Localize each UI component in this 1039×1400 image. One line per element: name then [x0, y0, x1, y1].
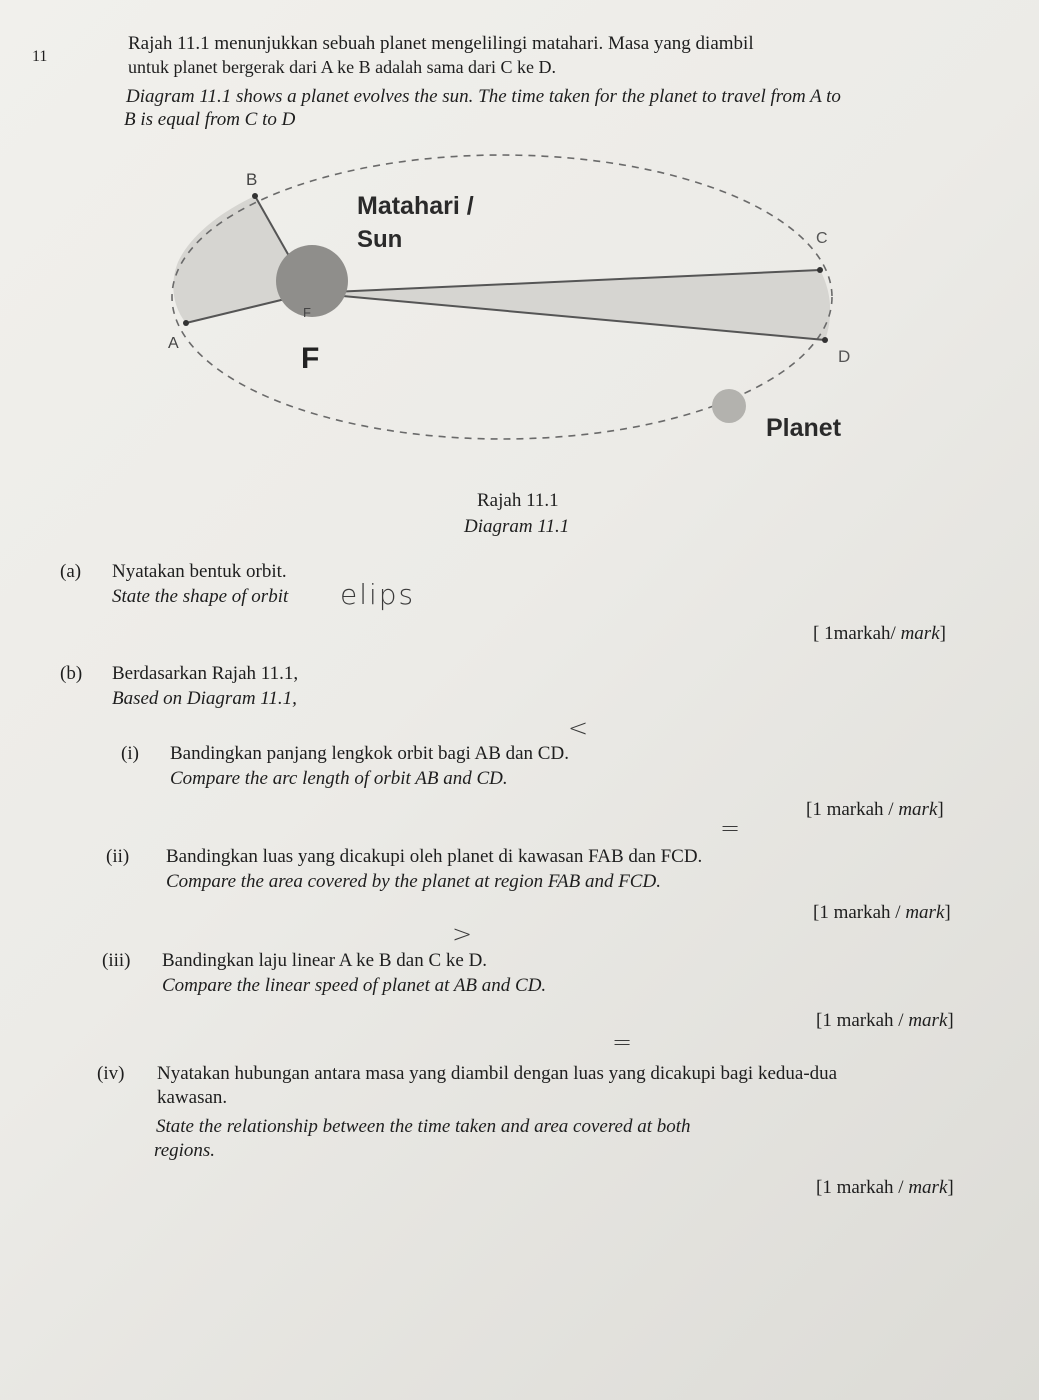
- intro-en-line2: B is equal from C to D: [124, 109, 296, 130]
- label-f-small: F: [303, 305, 311, 320]
- point-b: [252, 193, 258, 199]
- part-b-ii-label: (ii): [106, 846, 130, 867]
- part-b-i-marks: [1 markah / mark]: [806, 799, 944, 820]
- label-sun-en: Sun: [357, 226, 403, 253]
- label-planet: Planet: [766, 414, 842, 442]
- part-b-iii-en: Compare the linear speed of planet at AB and CD.: [162, 975, 547, 996]
- part-b-ii-ms: Bandingkan luas yang dicakupi oleh planet di kawasan FAB dan FCD.: [166, 846, 703, 867]
- label-sun-ms: Matahari /: [357, 192, 474, 220]
- part-b-iv-en-line1: State the relationship between the time taken and area covered at both: [156, 1116, 691, 1137]
- part-b-iv-answer: =: [612, 1028, 633, 1056]
- sun: [276, 245, 348, 317]
- label-a: A: [168, 335, 179, 352]
- point-a: [183, 320, 189, 326]
- part-b-iv-marks: [1 markah / mark]: [816, 1177, 954, 1198]
- orbit-diagram: [0, 0, 1039, 560]
- question-number: 11: [32, 48, 48, 65]
- point-d: [822, 337, 828, 343]
- caption-en: Diagram 11.1: [464, 516, 570, 537]
- part-b-iv-ms-line1: Nyatakan hubungan antara masa yang diambil dengan luas yang dicakupi bagi kedua-dua: [157, 1063, 838, 1084]
- label-f-big: F: [301, 342, 320, 375]
- part-b-iv-label: (iv): [97, 1063, 125, 1084]
- part-b-iv-en-line2: regions.: [154, 1140, 216, 1161]
- intro-ms-line2: untuk planet bergerak dari A ke B adalah sama dari C ke D.: [128, 57, 557, 77]
- part-b-ii-marks: [1 markah / mark]: [813, 902, 951, 923]
- planet: [712, 389, 746, 423]
- part-a-label: (a): [60, 561, 82, 582]
- part-b-ms: Berdasarkan Rajah 11.1,: [112, 663, 299, 684]
- part-b-iii-answer: >: [452, 920, 473, 948]
- part-b-iii-label: (iii): [102, 950, 131, 971]
- intro-ms-line1: Rajah 11.1 menunjukkan sebuah planet mengelilingi matahari. Masa yang diambil: [128, 33, 754, 54]
- label-c: C: [816, 230, 828, 247]
- part-b-en: Based on Diagram 11.1,: [112, 688, 297, 709]
- part-b-i-answer: <: [568, 714, 589, 742]
- part-a-marks: [ 1markah/ mark]: [813, 623, 946, 644]
- part-b-i-label: (i): [121, 743, 139, 764]
- part-b-iii-marks: [1 markah / mark]: [816, 1010, 954, 1031]
- part-b-label: (b): [60, 663, 83, 684]
- label-d: D: [838, 347, 851, 366]
- part-b-ii-en: Compare the area covered by the planet at region FAB and FCD.: [166, 871, 661, 892]
- part-b-iii-ms: Bandingkan laju linear A ke B dan C ke D.: [162, 950, 488, 971]
- point-c: [817, 267, 823, 273]
- part-b-i-ms: Bandingkan panjang lengkok orbit bagi AB dan CD.: [170, 743, 569, 764]
- part-b-i-en: Compare the arc length of orbit AB and CD.: [170, 768, 508, 789]
- part-b-iv-ms-line2: kawasan.: [157, 1087, 228, 1108]
- label-b: B: [246, 170, 258, 189]
- part-a-ms: Nyatakan bentuk orbit.: [112, 561, 287, 582]
- part-a-en: State the shape of orbit: [112, 586, 289, 607]
- caption-ms: Rajah 11.1: [477, 490, 559, 511]
- part-a-answer: elips: [340, 578, 416, 611]
- part-b-ii-answer: =: [720, 814, 741, 842]
- intro-en-line1: Diagram 11.1 shows a planet evolves the sun. The time taken for the planet to travel from A to: [126, 86, 841, 107]
